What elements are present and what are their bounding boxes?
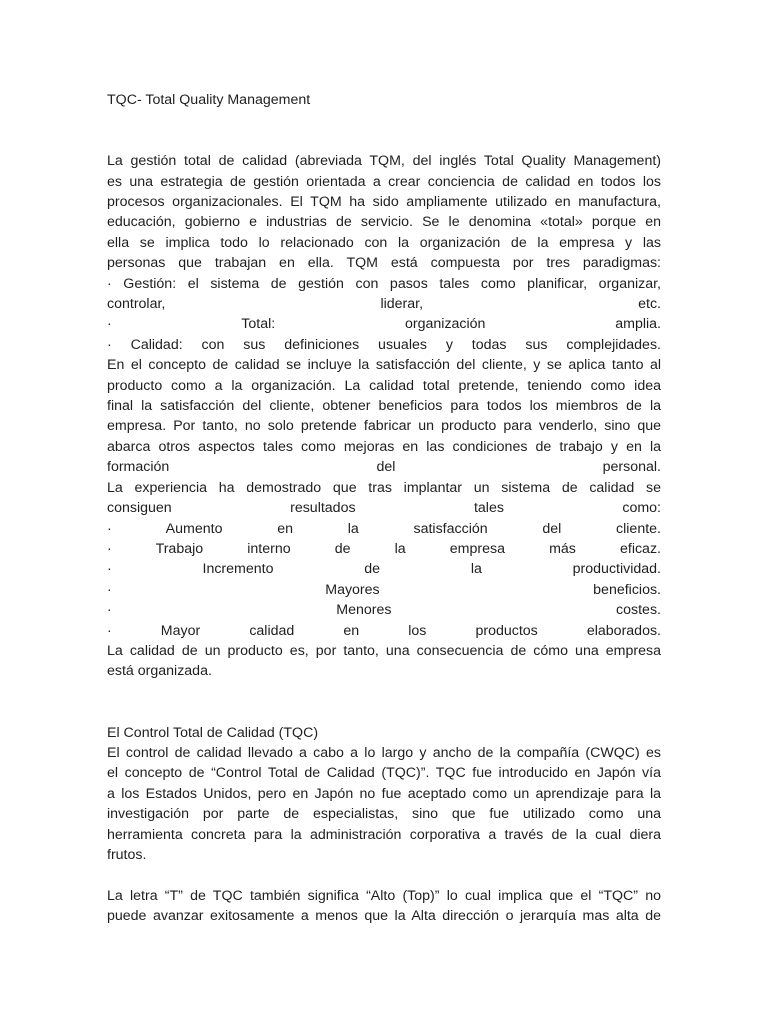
section3-body <box>107 886 661 927</box>
paragraph-line: es una estrategia de gestión orientada a crear conciencia de calidad en todos los <box>107 173 661 190</box>
result-list-item: · Incremento de la productividad. <box>107 561 661 578</box>
paragraph-line: personas que trabajan en ella. TQM está compuesta por tres paradigmas: <box>107 255 661 272</box>
paradigm-line: · Calidad: con sus definiciones usuales y todas sus complejidades. <box>107 336 661 353</box>
section2-heading: El Control Total de Calidad (TQC) <box>107 724 319 741</box>
paragraph-line: herramienta concreta para la administración corporativa a través de la cual diera <box>107 826 661 843</box>
paragraph-line: el concepto de “Control Total de Calidad (TQC)”. TQC fue introducido en Japón vía <box>107 765 661 782</box>
paragraph-line: formación del personal. <box>107 459 661 476</box>
paragraph-line: ella se implica todo lo relacionado con la organización de la empresa y las <box>107 234 661 251</box>
paragraph-line: La gestión total de calidad (abreviada TQM, del inglés Total Quality Management) <box>107 153 661 170</box>
paragraph-line: procesos organizacionales. El TQM ha sido ampliamente utilizado en manufactura, <box>107 194 661 211</box>
result-list-item: · Mayores beneficios. <box>107 581 661 598</box>
paragraph-line: La calidad de un producto es, por tanto, una consecuencia de cómo una empresa <box>107 642 661 659</box>
result-list-item: · Aumento en la satisfacción del cliente. <box>107 520 661 537</box>
section-spacer <box>107 682 661 723</box>
paragraph-line: final la satisfacción del cliente, obtener beneficios para todos los miembros de la <box>107 398 661 415</box>
paradigm-line: · Total: organización amplia. <box>107 316 661 333</box>
paragraph-line: producto como a la organización. La calidad total pretende, teniendo como idea <box>107 377 661 394</box>
paragraph-line: puede avanzar exitosamente a menos que la Alta dirección o jerarquía mas alta de <box>107 908 661 925</box>
paragraph-line: empresa. Por tanto, no solo pretende fabricar un producto para venderlo, sino que <box>107 418 661 435</box>
paragraph-line: investigación por parte de especialistas, sino que fue utilizado como una <box>107 806 661 823</box>
document-page <box>107 90 661 927</box>
paragraph-line: En el concepto de calidad se incluye la satisfacción del cliente, y se aplica tanto al <box>107 357 661 374</box>
paragraph-line: a los Estados Unidos, pero en Japón no fue aceptado como un aprendizaje para la <box>107 785 661 802</box>
paradigm-line: · Gestión: el sistema de gestión con pasos tales como planificar, organizar, <box>107 275 661 292</box>
paragraph-line: consiguen resultados tales como: <box>107 500 661 517</box>
document-title: TQC- Total Quality Management <box>107 92 311 108</box>
result-list-item: · Trabajo interno de la empresa más eficaz. <box>107 540 661 557</box>
result-list-item: · Mayor calidad en los productos elaborados. <box>107 622 661 639</box>
paragraph-line: frutos. <box>107 847 147 863</box>
paradigm-line: controlar, liderar, etc. <box>107 296 661 313</box>
paragraph-line: educación, gobierno e industrias de servicio. Se le denomina «total» porque en <box>107 214 661 231</box>
result-list-item: · Menores costes. <box>107 602 661 619</box>
section2-body <box>107 743 661 865</box>
paragraph-line: La experiencia ha demostrado que tras implantar un sistema de calidad se <box>107 479 661 496</box>
paragraph-line: está organizada. <box>107 663 212 680</box>
section1-body <box>107 151 661 682</box>
paragraph-line: La letra “T” de TQC también significa “Alto (Top)” lo cual implica que el “TQC” no <box>107 887 661 904</box>
paragraph-spacer <box>107 865 661 885</box>
paragraph-line: El control de calidad llevado a cabo a lo largo y ancho de la compañía (CWQC) es <box>107 744 661 761</box>
paragraph-line: abarca otros aspectos tales como mejoras en las condiciones de trabajo y en la <box>107 438 661 455</box>
